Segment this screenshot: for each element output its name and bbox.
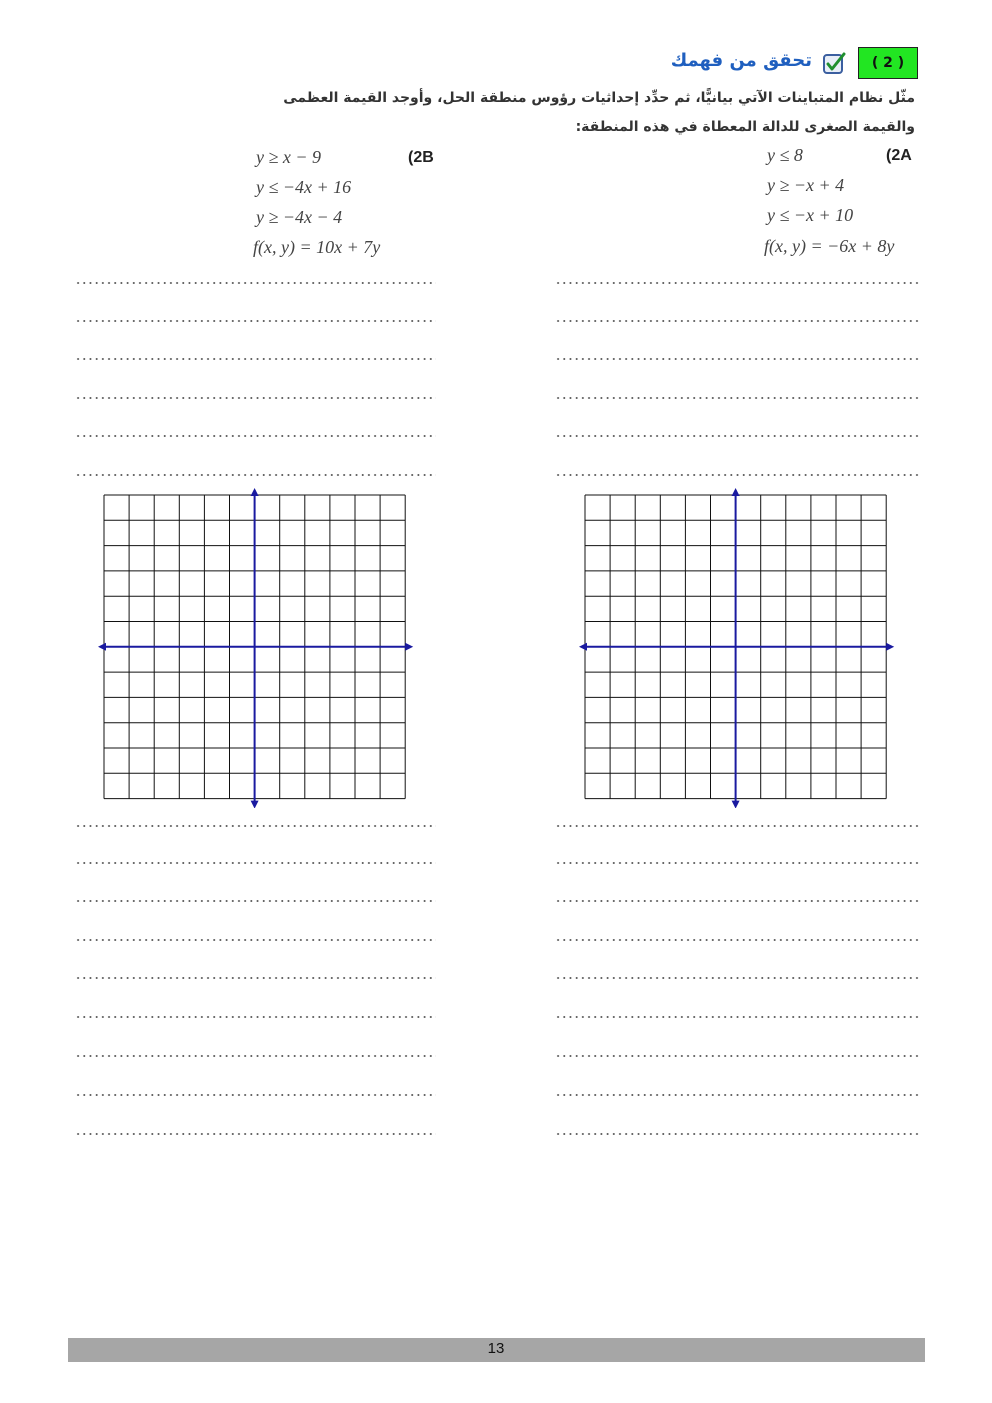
lower-answer-line-left-7[interactable] (75, 1055, 436, 1057)
x-axis-arrow-left (98, 643, 106, 651)
upper-answer-line-right-1[interactable] (555, 282, 921, 284)
coordinate-grid-b[interactable] (98, 488, 414, 808)
lower-answer-line-left-4[interactable] (75, 939, 436, 941)
problem-number-badge: ( 2 ) (858, 47, 918, 79)
checkbox-check-icon (822, 51, 848, 75)
lower-answer-line-left-6[interactable] (75, 1016, 436, 1018)
y-axis-arrow-up (251, 488, 259, 496)
y-axis-arrow-down (732, 801, 740, 808)
y-axis-arrow-up (732, 488, 740, 496)
lower-answer-line-right-2[interactable] (555, 862, 921, 864)
lower-answer-line-left-3[interactable] (75, 900, 436, 902)
upper-answer-line-left-1[interactable] (75, 282, 436, 284)
problem-a-function: f(x, y) = −6x + 8y (764, 236, 895, 256)
upper-answer-line-left-4[interactable] (75, 397, 436, 399)
lower-answer-line-left-9[interactable] (75, 1133, 436, 1135)
problem-b-label: (2B (408, 149, 434, 166)
lower-answer-line-right-9[interactable] (555, 1133, 921, 1135)
upper-answer-line-left-3[interactable] (75, 358, 436, 360)
upper-answer-line-left-5[interactable] (75, 435, 436, 437)
lower-answer-line-right-4[interactable] (555, 939, 921, 941)
problem-b-line-3: y ≥ −4x − 4 (256, 207, 343, 227)
upper-answer-line-right-4[interactable] (555, 397, 921, 399)
upper-answer-line-right-3[interactable] (555, 358, 921, 360)
lower-answer-line-right-7[interactable] (555, 1055, 921, 1057)
x-axis-arrow-left (579, 643, 587, 651)
instruction-text: مثّل نظام المتباينات الآتي بيانيًّا، ثم حدِّد إحداثيات رؤوس منطقة الحل، وأوجد القيمة العظمى والقيمة الصغرى للدالة المعطاة في هذه المنطقة: (283, 90, 915, 135)
upper-answer-line-right-5[interactable] (555, 435, 921, 437)
y-axis-arrow-down (251, 801, 259, 808)
upper-answer-line-left-6[interactable] (75, 474, 436, 476)
lower-answer-line-left-2[interactable] (75, 862, 436, 864)
upper-answer-line-right-2[interactable] (555, 320, 921, 322)
page-number: 13 (487, 1340, 505, 1357)
problem-a-line-2: y ≥ −x + 4 (767, 175, 845, 195)
upper-answer-line-right-6[interactable] (555, 474, 921, 476)
problem-a-label: (2A (886, 147, 912, 164)
upper-answer-line-left-2[interactable] (75, 320, 436, 322)
problem-b-line-1: y ≥ x − 9 (256, 147, 322, 167)
lower-answer-line-left-1[interactable] (75, 825, 436, 827)
problem-b-function: f(x, y) = 10x + 7y (253, 237, 381, 257)
lower-answer-line-right-8[interactable] (555, 1094, 921, 1096)
coordinate-grid-a[interactable] (579, 488, 895, 808)
lower-answer-line-right-1[interactable] (555, 825, 921, 827)
x-axis-arrow-right (886, 643, 894, 651)
lower-answer-line-left-5[interactable] (75, 977, 436, 979)
lower-answer-line-right-6[interactable] (555, 1016, 921, 1018)
problem-a-line-1: y ≤ 8 (767, 145, 803, 165)
problem-b-line-2: y ≤ −4x + 16 (256, 177, 352, 197)
section-heading: تحقق من فهمك (670, 50, 812, 71)
lower-answer-line-left-8[interactable] (75, 1094, 436, 1096)
lower-answer-line-right-5[interactable] (555, 977, 921, 979)
x-axis-arrow-right (405, 643, 413, 651)
problem-a-line-3: y ≤ −x + 10 (767, 205, 854, 225)
lower-answer-line-right-3[interactable] (555, 900, 921, 902)
